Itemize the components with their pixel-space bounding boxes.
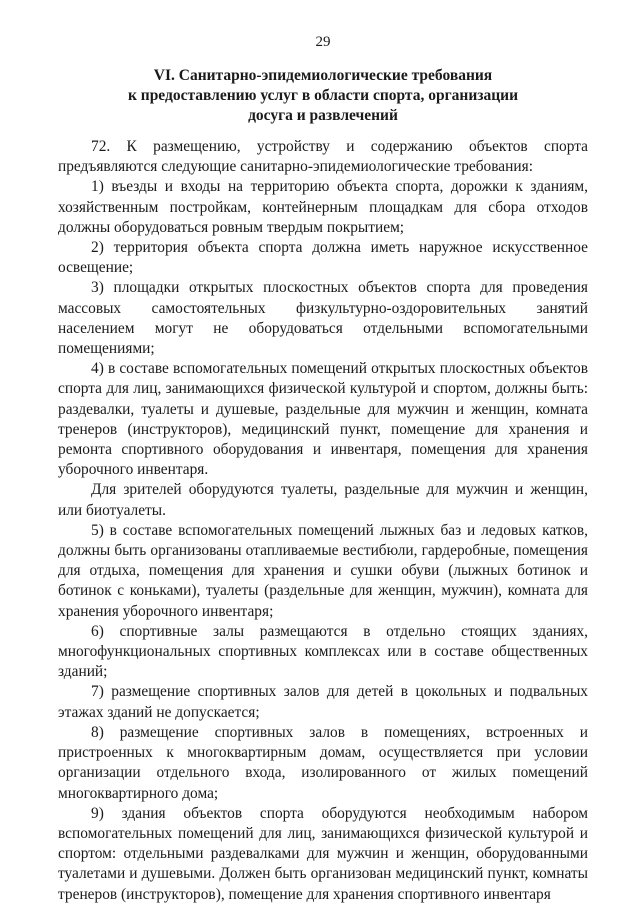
paragraph-item-3: 3) площадки открытых плоскостных объектов спорта для проведения массовых самостоятельных физкультурно-оздоровительных занятий населением могут не оборудоваться отдельными вспомогательными помещениями; [58,279,588,358]
section-title-line-3: досуга и развлечений [248,107,398,124]
paragraph-item-1: 1) въезды и входы на территорию объекта спорта, дорожки к зданиям, хозяйственным постройкам, контейнерным площадкам для сбора отходов должны оборудоваться ровным твердым покрытием; [58,178,588,236]
paragraph-spectators: Для зрителей оборудуются туалеты, раздельные для мужчин и женщин, или биотуалеты. [58,481,588,519]
paragraph-item-8: 8) размещение спортивных залов в помещениях, встроенных и пристроенных к многоквартирным домам, осуществляется при условии организации отдельного входа, изолированного от жилых помещений многоквартирного дома; [58,723,588,802]
paragraph-item-9: 9) здания объектов спорта оборудуются необходимым набором вспомогательных помещений для лиц, занимающихся физической культурой и спортом: отдельными раздевалками для мужчин и женщин, оборудованными туалетами и душевыми. Должен быть организован медицинский пункт, комнаты тренеров (инструкторов), помещение для хранения спортивного инвентаря [58,804,588,903]
paragraph-item-6: 6) спортивные залы размещаются в отдельно стоящих зданиях, многофункциональных спортивных комплексах или в составе общественных зданий; [58,622,588,681]
section-title [58,66,588,126]
paragraph-item-4: 4) в составе вспомогательных помещений открытых плоскостных объектов спорта для лиц, занимающихся физической культурой и спортом, должны быть: раздевалки, туалеты и душевые, раздельные для мужчин и женщин, комната тренеров (инструкторов), медицинский пункт, помещение для хранения и ремонта спортивного оборудования и инвентаря, помещения для хранения уборочного инвентаря. [58,360,588,479]
paragraph-item-2: 2) территория объекта спорта должна иметь наружное искусственное освещение; [58,239,588,277]
paragraph-72-intro: 72. К размещению, устройству и содержанию объектов спорта предъявляются следующие санитарно-эпидемиологические требования: [58,138,588,176]
paragraph-item-5: 5) в составе вспомогательных помещений лыжных баз и ледовых катков, должны быть организованы отапливаемые вестибюли, гардеробные, помещения для отдыха, помещения для хранения и сушки обуви (лыжных ботинок и ботинок с коньками), туалеты (раздельные для женщин, мужчин), комната для хранения уборочного инвентаря; [58,521,588,620]
document-body [58,137,588,905]
section-title-line-2: к предоставлению услуг в области спорта, организации [127,87,519,104]
paragraph-item-7: 7) размещение спортивных залов для детей в цокольных и подвальных этажах зданий не допускается; [58,683,588,721]
section-title-line-1: VI. Санитарно-эпидемиологические требования [153,67,493,84]
page-number: 29 [315,34,331,50]
